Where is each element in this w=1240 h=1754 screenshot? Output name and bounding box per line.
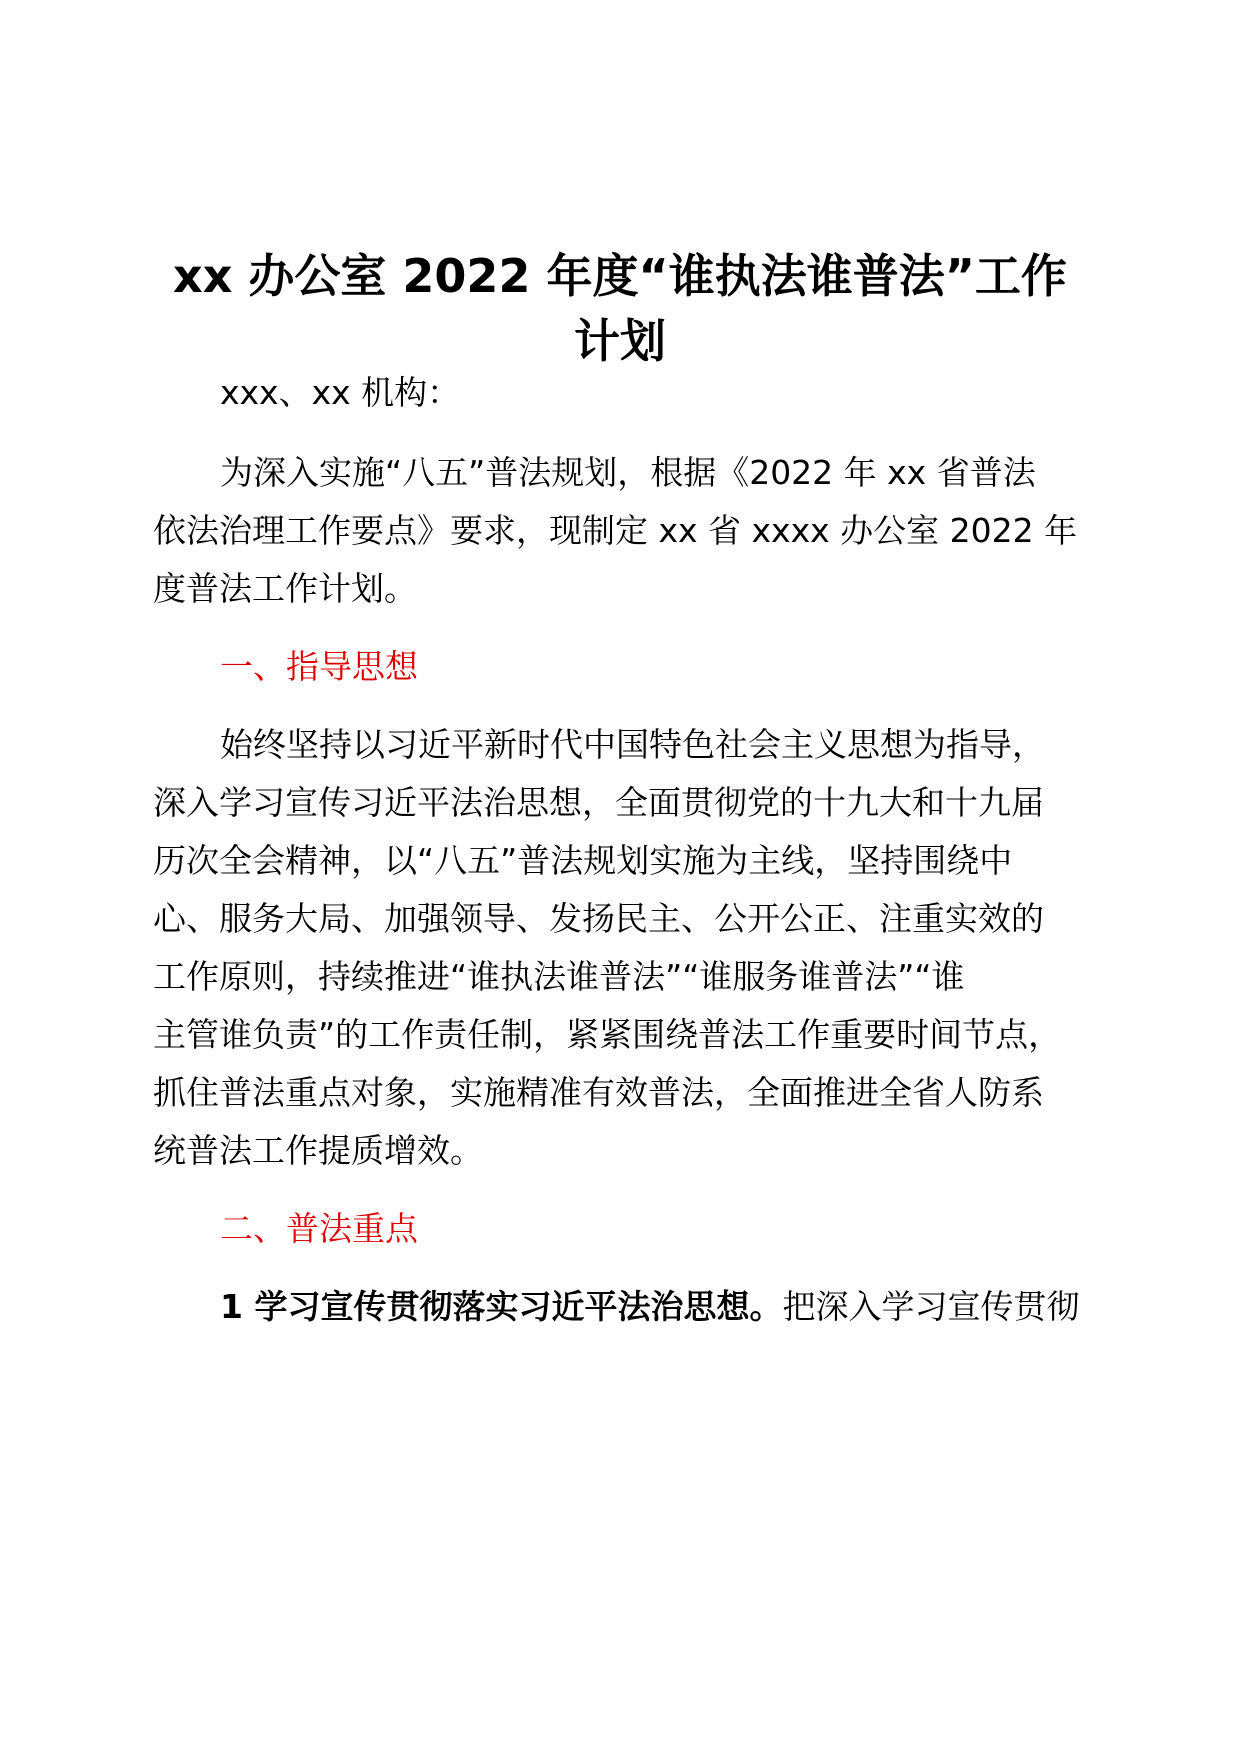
- intro-line: 为深入实施“八五”普法规划，根据《2022 年 xx 省普法: [220, 453, 1036, 492]
- intro-line: 度普法工作计划。: [153, 569, 417, 608]
- intro-line: 依法治理工作要点》要求，现制定 xx 省 xxxx 办公室 2022 年: [153, 511, 1078, 550]
- numbered-item-title: 1 学习宣传贯彻落实习近平法治思想。: [220, 1287, 783, 1326]
- body-line: 统普法工作提质增效。: [153, 1131, 483, 1170]
- body-line: 深入学习宣传习近平法治思想，全面贯彻党的十九大和十九届: [153, 783, 1044, 822]
- body-line: 工作原则，持续推进“谁执法谁普法”“谁服务谁普法”“谁: [153, 957, 965, 996]
- numbered-item: [220, 1285, 1079, 1329]
- body-line: 历次全会精神，以“八五”普法规划实施为主线，坚持围绕中: [153, 841, 1013, 880]
- body-line: 始终坚持以习近平新时代中国特色社会主义思想为指导，: [220, 725, 1045, 764]
- document-title-line-2: 计划: [574, 314, 666, 368]
- document-title-line-1: xx 办公室 2022 年度“谁执法谁普法”工作: [173, 249, 1067, 303]
- numbered-item-text: 把深入学习宣传贯彻: [782, 1287, 1080, 1326]
- body-line: 主管谁负责”的工作责任制，紧紧围绕普法工作重要时间节点，: [153, 1015, 1062, 1054]
- section-heading-key-points: 二、普法重点: [220, 1209, 418, 1248]
- section-heading-guiding-ideology: 一、指导思想: [220, 647, 418, 686]
- body-line: 抓住普法重点对象，实施精准有效普法，全面推进全省人防系: [153, 1073, 1044, 1112]
- salutation: xxx、xx 机构：: [220, 373, 461, 412]
- body-line: 心、服务大局、加强领导、发扬民主、公开公正、注重实效的: [153, 899, 1044, 938]
